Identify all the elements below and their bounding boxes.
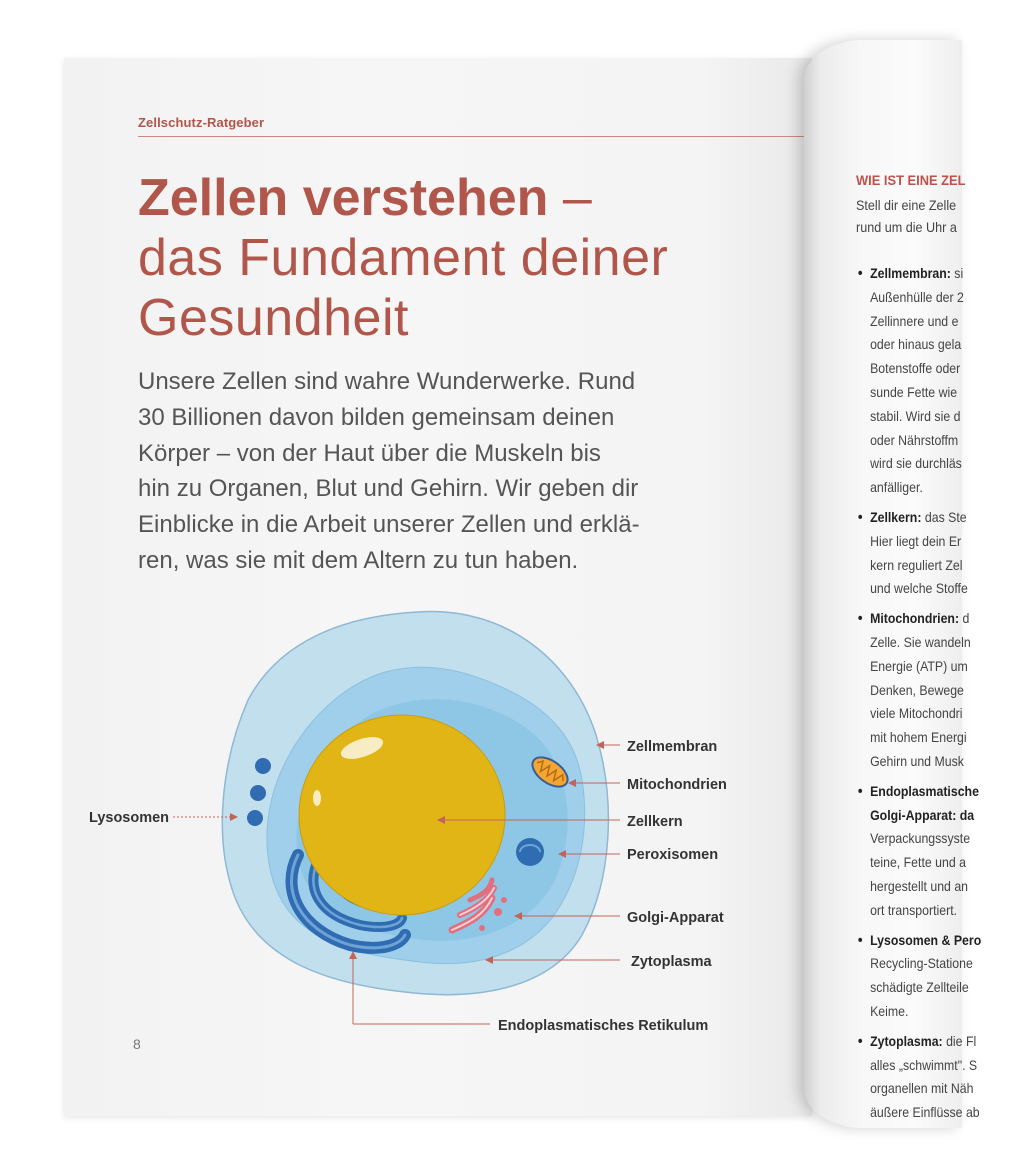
list-item	[856, 929, 981, 1024]
right-heading: WIE IST EINE ZEL	[856, 172, 966, 188]
item-line: Zellinnere und e	[870, 312, 959, 329]
item-line: Golgi-Apparat: da	[870, 806, 975, 823]
label-zytoplasma: Zytoplasma	[631, 954, 712, 970]
right-intro	[856, 194, 957, 238]
item-line: Energie (ATP) um	[870, 657, 968, 674]
intro-line: hin zu Organen, Blut und Gehirn. Wir geben dir	[138, 475, 639, 503]
item-line: Außenhülle der 2	[870, 288, 964, 305]
item-line: organellen mit Näh	[870, 1080, 974, 1097]
item-line: Gehirn und Musk	[870, 752, 964, 769]
lysosome-shape	[255, 758, 271, 774]
list-item	[856, 262, 981, 500]
item-line: schädigte Zellteile	[870, 979, 969, 996]
right-page-curl	[804, 40, 982, 1128]
running-header: Zellschutz-Ratgeber	[138, 115, 265, 130]
item-line: das Ste	[924, 508, 967, 525]
item-line: d	[962, 610, 970, 627]
item-line: die Fl	[946, 1032, 977, 1049]
lysosome-shape	[250, 785, 266, 801]
item-line: ort transportiert.	[870, 901, 958, 918]
item-line: kern reguliert Zel	[870, 556, 963, 573]
intro-line: ren, was sie mit dem Altern zu tun haben.	[138, 546, 579, 574]
lysosome-shape	[247, 810, 263, 826]
right-intro-line: Stell dir eine Zelle	[856, 197, 957, 213]
item-line: Hier liegt dein Er	[870, 532, 962, 549]
label-er: Endoplasmatisches Retikulum	[498, 1018, 709, 1034]
item-term: Zellkern:	[870, 508, 922, 525]
list-item	[856, 506, 981, 601]
right-bullet-list	[856, 262, 981, 1131]
item-line: stabil. Wird sie d	[870, 407, 961, 424]
item-term: Mitochondrien:	[870, 610, 960, 627]
intro-line: 30 Billionen davon bilden gemeinsam deinen	[138, 403, 615, 431]
item-term: Lysosomen & Pero	[870, 931, 982, 948]
title-line-3: Gesundheit	[138, 289, 409, 347]
list-item	[856, 607, 981, 774]
item-line: oder hinaus gela	[870, 336, 962, 353]
nucleus-shape	[299, 715, 505, 915]
list-item	[856, 1030, 981, 1125]
item-line: Denken, Bewege	[870, 681, 964, 698]
intro-line: Unsere Zellen sind wahre Wunderwerke. Rund	[138, 368, 636, 395]
item-line: si	[954, 265, 964, 281]
item-line: wird sie durchläs	[870, 455, 962, 472]
title-dash: –	[548, 169, 592, 227]
item-line: viele Mitochondri	[870, 705, 963, 722]
label-zellmembran: Zellmembran	[627, 739, 718, 755]
item-line: sunde Fette wie	[870, 383, 958, 400]
item-line: Keime.	[870, 1002, 909, 1019]
item-line: Zelle. Sie wandeln	[870, 633, 971, 650]
intro-line: Körper – von der Haut über die Muskeln bis	[138, 439, 601, 467]
item-term: Zytoplasma:	[870, 1032, 943, 1049]
item-term: Endoplasmatische	[870, 782, 979, 799]
title-line-2: das Fundament deiner	[138, 229, 669, 287]
page-number: 8	[133, 1036, 141, 1052]
item-line: alles „schwimmt". S	[870, 1056, 978, 1073]
item-term: Zellmembran:	[870, 265, 951, 281]
nucleus-highlight	[313, 790, 321, 806]
label-zellkern: Zellkern	[627, 814, 683, 830]
item-line: anfälliger.	[870, 479, 923, 496]
list-item	[856, 780, 981, 923]
label-mitochondrien: Mitochondrien	[627, 777, 727, 793]
item-line: teine, Fette und a	[870, 854, 966, 871]
title-bold: Zellen verstehen	[138, 169, 549, 227]
label-peroxisomen: Peroxisomen	[627, 847, 719, 863]
item-line: äußere Einflüsse ab	[870, 1104, 980, 1121]
label-lysosomen: Lysosomen	[89, 810, 170, 826]
item-line: Botenstoffe oder	[870, 360, 961, 377]
label-golgi: Golgi-Apparat	[627, 910, 724, 926]
item-line: hergestellt und an	[870, 877, 969, 894]
item-line: Verpackungssyste	[870, 830, 971, 847]
item-line: mit hohem Energi	[870, 729, 967, 746]
item-line: oder Nährstoffm	[870, 431, 959, 448]
item-line: Recycling-Statione	[870, 955, 973, 972]
item-line: und welche Stoffe	[870, 580, 968, 597]
intro-line: Einblicke in die Arbeit unserer Zellen und erklä-	[138, 511, 640, 539]
right-intro-line: rund um die Uhr a	[856, 219, 957, 235]
